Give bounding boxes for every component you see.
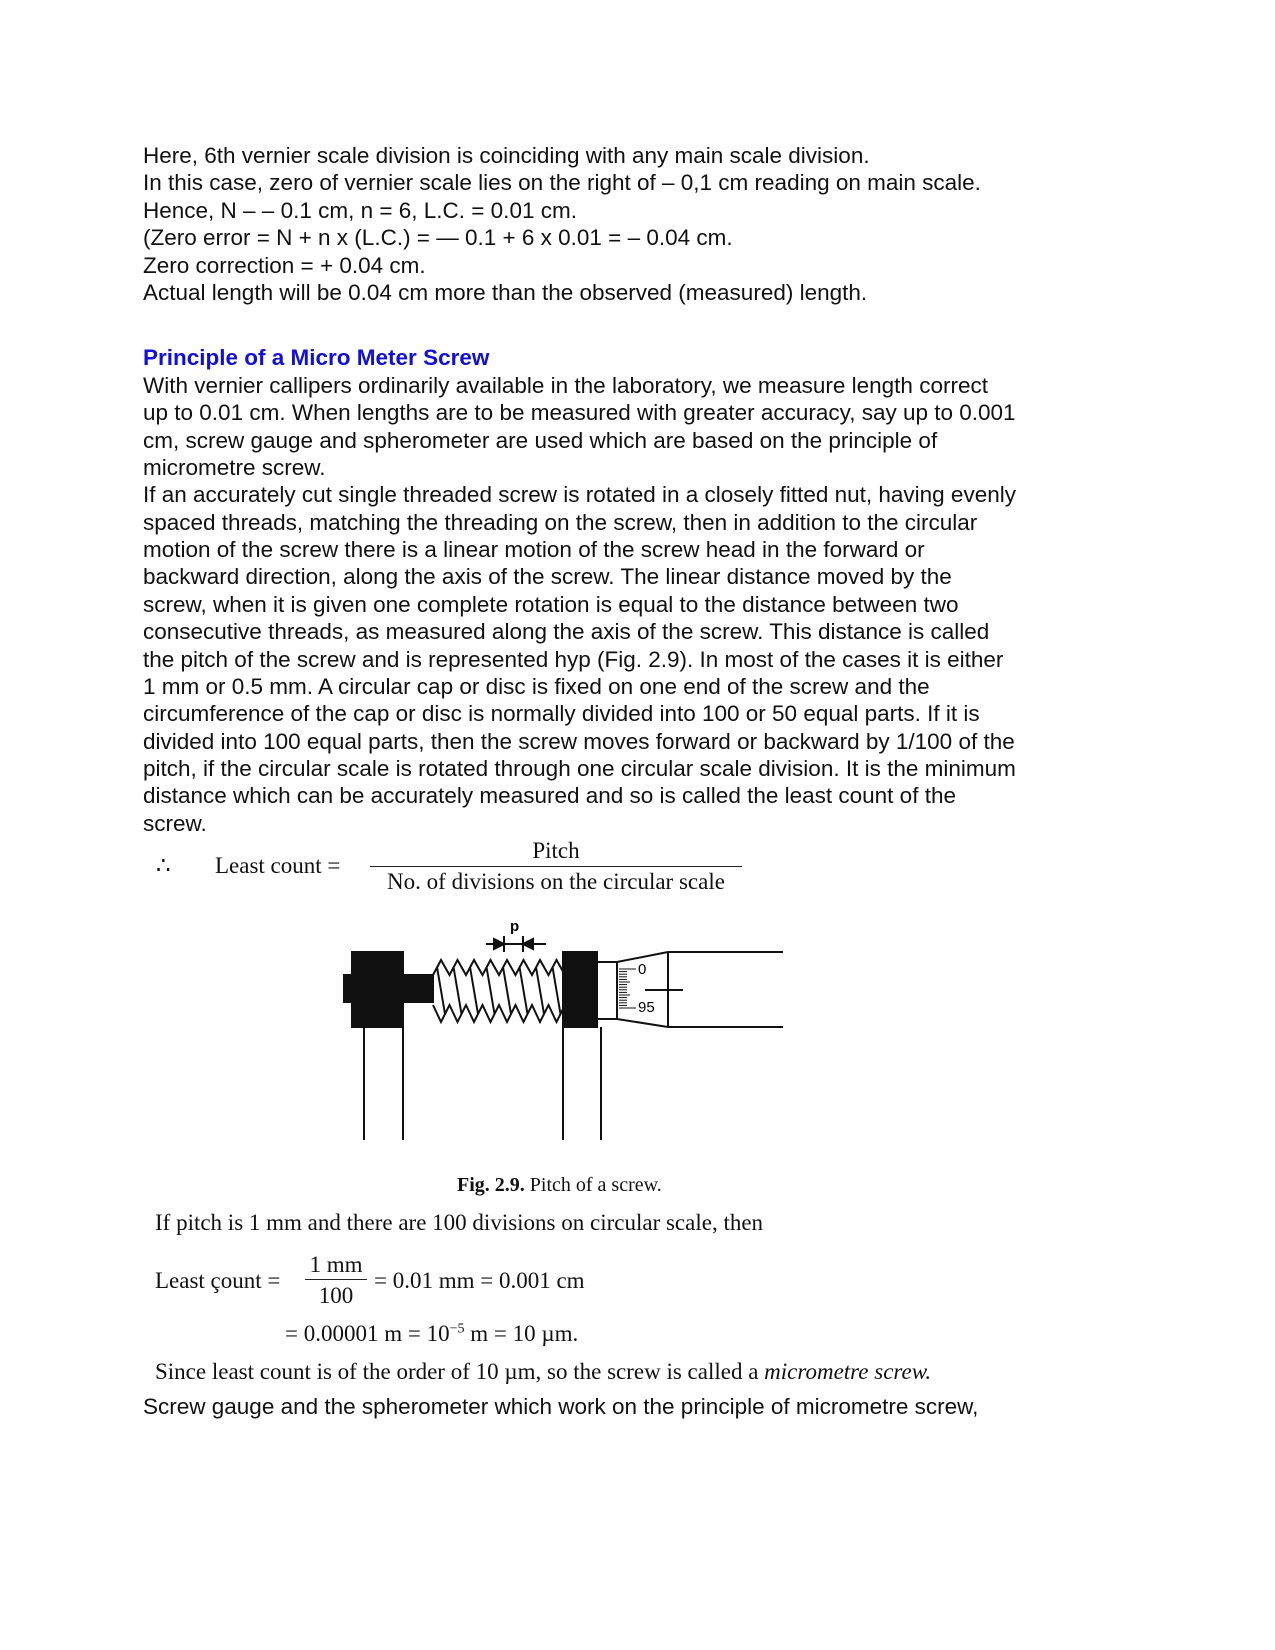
micrometre-text: Since least count is of the order of 10 µm, so the screw is called a xyxy=(155,1359,765,1384)
micrometre-paragraph xyxy=(155,1359,931,1385)
text-line: distance which can be accurately measured and so is called the least count of the xyxy=(143,783,956,809)
calc-line2-b: m = 10 µm. xyxy=(464,1321,579,1346)
text-line: In this case, zero of vernier scale lies on the right of – 0,1 cm reading on main scale. xyxy=(143,170,981,196)
scale-label-95: 95 xyxy=(638,999,655,1016)
figure-caption xyxy=(457,1174,662,1197)
text-line: Zero correction = + 0.04 cm. xyxy=(143,252,426,278)
circular-scale-ticks xyxy=(619,969,636,1008)
calc-denominator: 100 xyxy=(318,1283,354,1308)
pitch-paragraph: If pitch is 1 mm and there are 100 divisions on circular scale, then xyxy=(155,1210,764,1235)
text-line: 1 mm or 0.5 mm. A circular cap or disc is fixed on one end of the screw and the xyxy=(143,673,930,699)
text-line: cm, screw gauge and spherometer are used which are based on the principle of xyxy=(143,427,938,453)
formula-lhs: Least count = xyxy=(215,853,341,878)
calc-rhs: = 0.01 mm = 0.001 cm xyxy=(374,1268,585,1293)
calc-line2 xyxy=(285,1321,578,1347)
right-block xyxy=(563,952,597,1027)
text-line: up to 0.01 cm. When lengths are to be measured with greater accuracy, say up to 0.001 xyxy=(143,400,1016,426)
text-line: pitch, if the circular scale is rotated through one circular scale division. It is the minimum xyxy=(143,755,1016,781)
last-line: Screw gauge and the spherometer which work on the principle of micrometre screw, xyxy=(143,1394,979,1419)
thread-outline xyxy=(433,960,565,1022)
text-line: circumference of the cap or disc is normally divided into 100 or 50 equal parts. If it is xyxy=(143,701,980,727)
text-line: motion of the screw there is a linear motion of the screw head in the forward or xyxy=(143,537,925,563)
text-line: If an accurately cut single threaded screw is rotated in a closely fitted nut, having evenly xyxy=(143,482,1016,508)
formula-numerator: Pitch xyxy=(532,838,580,863)
text-line: Here, 6th vernier scale division is coinciding with any main scale division. xyxy=(143,143,870,168)
left-block xyxy=(352,952,403,1027)
text-line: spaced threads, matching the threading on the screw, then in addition to the circular xyxy=(143,509,978,535)
calc-fraction-bar xyxy=(305,1279,367,1280)
text-line: divided into 100 equal parts, then the screw moves forward or backward by 1/100 of the xyxy=(143,728,1015,754)
text-line: screw, when it is given one complete rotation is equal to the distance between two xyxy=(143,591,959,617)
text-line: Actual length will be 0.04 cm more than the observed (measured) length. xyxy=(143,280,868,305)
text-line: screw. xyxy=(143,810,207,836)
calc-numerator: 1 mm xyxy=(309,1252,363,1277)
pitch-label: p xyxy=(510,918,520,935)
right-leg xyxy=(563,1027,601,1140)
screw-shaft xyxy=(403,975,433,1002)
text-line: Hence, N – – 0.1 cm, n = 6, L.C. = 0.01 cm. xyxy=(143,197,577,223)
screw-threads xyxy=(433,960,565,1022)
therefore-symbol: ∴ xyxy=(156,853,171,878)
sleeve xyxy=(597,962,617,1019)
text-line: consecutive threads, as measured along the axis of the screw. This distance is called xyxy=(143,619,990,645)
text-line: micrometre screw. xyxy=(143,455,326,481)
text-line: backward direction, along the axis of the screw. The linear distance moved by the xyxy=(143,564,952,590)
section-heading: Principle of a Micro Meter Screw xyxy=(143,345,490,370)
calc-exponent: −5 xyxy=(449,1321,465,1337)
calc-lhs: Least çount = xyxy=(155,1268,281,1293)
text-line: (Zero error = N + n x (L.C.) = — 0.1 + 6 x 0.01 = – 0.04 cm. xyxy=(143,225,733,251)
caption-number: Fig. 2.9. xyxy=(457,1174,525,1196)
barrel xyxy=(645,952,783,1027)
scale-label-0: 0 xyxy=(638,961,647,978)
left-leg xyxy=(364,1027,403,1140)
calc-line2-a: = 0.00001 m = 10 xyxy=(285,1321,450,1346)
micrometre-emphasis: micrometre screw. xyxy=(764,1359,932,1384)
caption-text: Pitch of a screw. xyxy=(529,1174,662,1196)
text-line: With vernier callipers ordinarily available in the laboratory, we measure length correct xyxy=(143,373,988,398)
formula-denominator: No. of divisions on the circular scale xyxy=(387,869,725,894)
text-line: the pitch of the screw and is represented hyp (Fig. 2.9). In most of the cases it is either xyxy=(143,646,1004,672)
